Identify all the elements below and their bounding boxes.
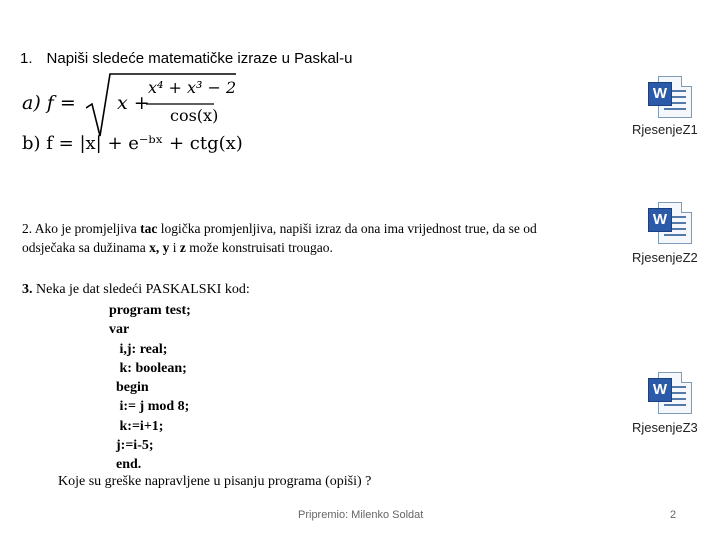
question-2-conjunction: i: [169, 240, 180, 255]
question-1-text: Napiši sledeće matematičke izraze u Paskal-u: [46, 50, 353, 67]
segment-y: y: [162, 240, 170, 255]
segment-x: x,: [149, 240, 160, 255]
attachment-label-2[interactable]: RjesenjeZ2: [632, 250, 698, 265]
question-2-text-start: 2. Ako je promjeljiva: [22, 221, 141, 236]
attachment-label-3[interactable]: RjesenjeZ3: [632, 420, 698, 435]
code-line: end.: [109, 457, 142, 473]
code-line: i,j: real;: [109, 341, 168, 357]
word-logo-icon: W: [648, 208, 672, 232]
code-line: k:=i+1;: [109, 418, 164, 434]
question-1-number: 1.: [20, 50, 33, 67]
code-line: i:= j mod 8;: [109, 399, 190, 415]
document-text-line: [664, 108, 686, 110]
word-logo-icon: W: [648, 82, 672, 106]
formula-a-denominator: cos(x): [170, 106, 219, 125]
footer-author: Pripremio: Milenko Soldat: [298, 509, 424, 521]
code-line: j:=i-5;: [109, 438, 154, 454]
attachment-label-1[interactable]: RjesenjeZ1: [632, 122, 698, 137]
formula-a: [22, 72, 237, 138]
code-line: k: boolean;: [109, 360, 187, 376]
formula-a-x-term: x +: [117, 92, 150, 114]
document-text-line: [664, 404, 686, 406]
formula-a-label: [22, 92, 76, 114]
segment-z: z: [179, 240, 186, 255]
word-document-icon[interactable]: [648, 372, 694, 416]
word-document-icon[interactable]: [648, 202, 694, 246]
question-3-prompt: Koje su greške napravljene u pisanju programa (opiši) ?: [58, 474, 372, 489]
word-logo-icon: W: [648, 378, 672, 402]
document-text-line: [664, 234, 686, 236]
formula-a-lhs: f =: [46, 92, 76, 114]
question-2-text-end: može konstruisati trougao.: [185, 240, 333, 255]
pascal-code-block: [109, 301, 191, 475]
formula-a-letter: a): [22, 92, 41, 114]
code-line: begin: [109, 380, 149, 396]
formula-b: b) f = |x| + e⁻ᵇˣ + ctg(x): [22, 133, 243, 154]
question-2: [22, 219, 582, 257]
question-3-title: [22, 282, 250, 298]
word-document-icon[interactable]: [648, 76, 694, 120]
question-2-text-middle: logička promjenljiva, napiši izraz da ona ima vrijednost true, da se od odsječaka sa dužinama: [22, 221, 537, 255]
question-2-variable: tac: [140, 221, 158, 236]
question-3-number: 3.: [22, 282, 33, 297]
page-number: 2: [670, 509, 677, 521]
question-3-text: Neka je dat sledeći PASKALSKI kod:: [32, 282, 250, 297]
question-1-title: [20, 50, 352, 67]
code-line: var: [109, 322, 130, 338]
code-line: program test;: [109, 303, 191, 318]
formula-a-numerator: x⁴ + x³ − 2: [148, 78, 237, 97]
